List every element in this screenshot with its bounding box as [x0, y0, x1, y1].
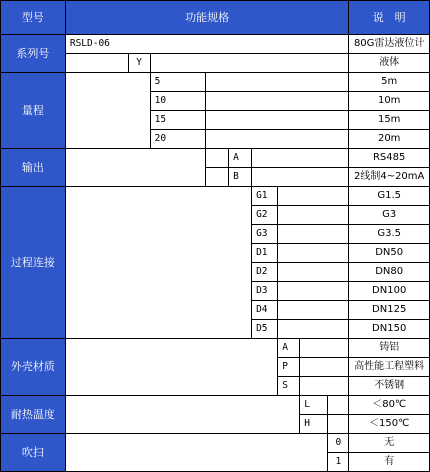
connection-desc: DN150 — [349, 320, 430, 339]
section-series-label: 系列号 — [1, 35, 66, 73]
housing-desc: 不锈钢 — [349, 377, 430, 396]
section-temperature-label: 耐热温度 — [1, 396, 66, 434]
header-model: 型号 — [1, 1, 66, 35]
output-code: B — [229, 168, 252, 187]
housing-code: P — [278, 358, 300, 377]
connection-desc: DN80 — [349, 263, 430, 282]
table-row — [1, 73, 430, 92]
temperature-code: H — [300, 415, 328, 434]
temperature-desc: ＜80℃ — [349, 396, 430, 415]
table-row — [1, 54, 430, 73]
range-desc: 10m — [349, 92, 430, 111]
housing-desc: 高性能工程塑料 — [349, 358, 430, 377]
table-row — [1, 434, 430, 453]
connection-code: D1 — [252, 244, 278, 263]
range-code: 5 — [150, 73, 205, 92]
temperature-desc: ＜150℃ — [349, 415, 430, 434]
temperature-code: L — [300, 396, 328, 415]
connection-desc: DN125 — [349, 301, 430, 320]
output-code: A — [229, 149, 252, 168]
section-housing-label: 外壳材质 — [1, 339, 66, 396]
range-code: 15 — [150, 111, 205, 130]
range-desc: 15m — [349, 111, 430, 130]
output-desc: 2线制4~20mA — [349, 168, 430, 187]
table-row — [1, 149, 430, 168]
connection-code: G1 — [252, 187, 278, 206]
table-row — [1, 187, 430, 206]
section-purge-label: 吹扫 — [1, 434, 66, 472]
series-sub-code: Y — [128, 54, 150, 73]
housing-code: A — [278, 339, 300, 358]
section-connection-label: 过程连接 — [1, 187, 66, 339]
connection-desc: G1.5 — [349, 187, 430, 206]
connection-code: G3 — [252, 225, 278, 244]
connection-desc: DN100 — [349, 282, 430, 301]
range-desc: 5m — [349, 73, 430, 92]
housing-desc: 铸铝 — [349, 339, 430, 358]
table-row — [1, 339, 430, 358]
purge-code: 0 — [328, 434, 349, 453]
table-row — [1, 396, 430, 415]
connection-code: D4 — [252, 301, 278, 320]
connection-code: D3 — [252, 282, 278, 301]
table-header-row — [1, 1, 430, 35]
section-range-label: 量程 — [1, 73, 66, 149]
header-spec: 功能规格 — [65, 1, 349, 35]
purge-desc: 有 — [349, 453, 430, 472]
connection-desc: DN50 — [349, 244, 430, 263]
purge-code: 1 — [328, 453, 349, 472]
table-row — [1, 35, 430, 54]
series-sub-desc: 液体 — [349, 54, 430, 73]
output-desc: RS485 — [349, 149, 430, 168]
connection-code: G2 — [252, 206, 278, 225]
range-code: 20 — [150, 130, 205, 149]
connection-desc: G3.5 — [349, 225, 430, 244]
purge-desc: 无 — [349, 434, 430, 453]
section-output-label: 输出 — [1, 149, 66, 187]
series-code: RSLD-06 — [65, 35, 349, 54]
connection-code: D2 — [252, 263, 278, 282]
range-desc: 20m — [349, 130, 430, 149]
header-description: 说 明 — [349, 1, 430, 35]
series-desc: 80G雷达液位计 — [349, 35, 430, 54]
range-code: 10 — [150, 92, 205, 111]
connection-desc: G3 — [349, 206, 430, 225]
housing-code: S — [278, 377, 300, 396]
connection-code: D5 — [252, 320, 278, 339]
